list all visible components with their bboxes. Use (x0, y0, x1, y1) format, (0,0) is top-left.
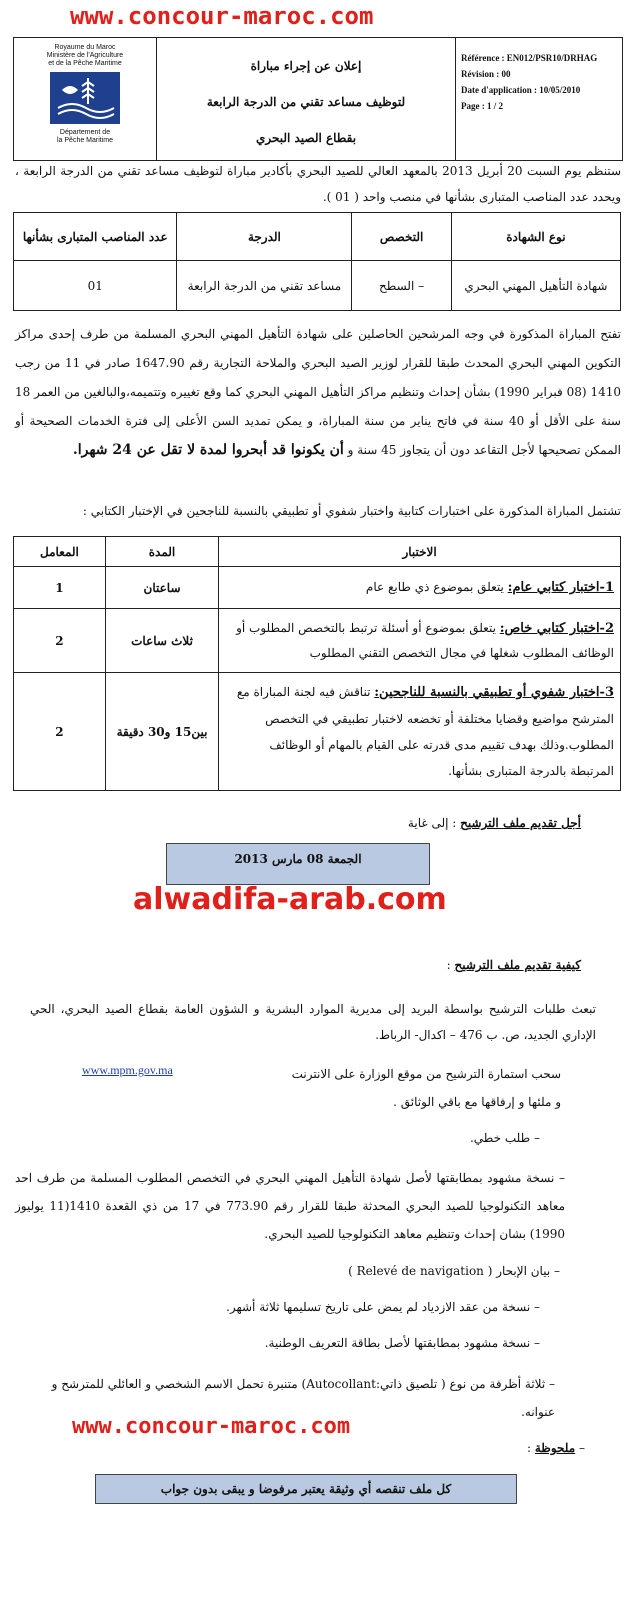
header-duration: المدة (105, 537, 218, 567)
note-heading (15, 1437, 585, 1459)
deadline-line (15, 812, 581, 834)
cell-posts-count: 01 (14, 261, 177, 311)
deadline-label: أجل تقديم ملف الترشيح (460, 816, 581, 830)
exam-coef: 2 (14, 609, 106, 673)
exam-duration: بين15 و30 دقيقة (105, 673, 218, 791)
note-suffix: : (526, 1441, 535, 1455)
header-certificate: نوع الشهادة (451, 213, 620, 261)
note-label: ملحوظة (534, 1441, 576, 1455)
note-prefix: – (575, 1441, 585, 1455)
page-number: Page : 1 / 2 (461, 101, 503, 111)
title-line-2: لتوظيف مساعد تقني من الدرجة الرابعة (206, 95, 406, 109)
note-box: كل ملف تنقصه أي وثيقة يعتبر مرفوضا و يبقى بدون جواب (95, 1474, 517, 1504)
title-line-1: إعلان عن إجراء مباراة (250, 59, 362, 73)
table-row (14, 261, 621, 311)
header-coefficient: المعامل (14, 537, 106, 567)
watermark-bottom: www.concour-maroc.com (72, 1414, 351, 1439)
list-item: – نسخة مشهود بمطابقتها لأصل شهادة التأهيل المهني البحري في التخصص المطلوب المسلمة من طرف احد معاهد التكنولوجيا للصيد البحري المحدثة طبقا للقرار رقم 773.90 في 17 من ذي القعدة 1410(11 يوليوز 1990) بشان إحداث وتنظيم معاهد التكنولوجيا للصيد البحري. (15, 1171, 566, 1241)
table-row (14, 567, 621, 609)
date-application: Date d'application : 10/05/2010 (461, 85, 581, 95)
title-line-3: بقطاع الصيد البحري (255, 131, 357, 145)
posts-table-header (14, 213, 621, 261)
ministry-website-link[interactable]: www.mpm.gov.ma (82, 1063, 173, 1077)
table-row (14, 609, 621, 673)
exam-title: 1-اختبار كتابي عام: (507, 580, 614, 595)
header-specialty: التخصص (352, 213, 451, 261)
exam-desc-cell (219, 673, 621, 791)
header-grade: الدرجة (177, 213, 352, 261)
exams-intro: تشتمل المباراة المذكورة على اختبارات كتابية واختبار شفوي أو تطبيقي بالنسبة للناجحين في الإختبار الكتابي : (82, 504, 621, 518)
exam-coef: 1 (14, 567, 106, 609)
list-item: – نسخة من عقد الازدياد لم يمض على تاريخ تسليمها ثلاثة أشهر. (226, 1300, 540, 1314)
logo-line-1: Royaume du Maroc (54, 44, 116, 51)
header-exam: الاختبار (219, 537, 621, 567)
howto-label: كيفية تقديم ملف الترشيح (454, 958, 581, 972)
exams-table (13, 536, 621, 791)
exam-title: 3-اختبار شفوي أو تطبيقي بالنسبة للناجحين: (374, 685, 614, 700)
eligibility-bold: أن يكونوا قد أبحروا لمدة لا تقل عن 24 شهرا. (72, 442, 344, 458)
exam-coef: 2 (14, 673, 106, 791)
intro-paragraph: ستنظم يوم السبت 20 أبريل 2013 بالمعهد العالي للصيد البحري بأكادير مباراة لتوظيف مساعد تقني من الدرجة الرابعة ، ويحدد عدد المناصب المتبارى بشأنها في منصب واحد ( 01 ). (15, 164, 622, 204)
howto-address: تبعث طلبات الترشيح بواسطة البريد إلى مديرية الموارد البشرية و الشؤون العامة بقطاع الصيد البحري، الحي الإداري الجديد، ص. ب 476 – اكدال- الرباط. (30, 1002, 596, 1042)
revision: Révision : 00 (461, 69, 511, 79)
document-header (13, 37, 623, 161)
list-item: – نسخة مشهود بمطابقتها لأصل بطاقة التعريف الوطنية. (264, 1336, 540, 1350)
list-item: – طلب خطي. (469, 1131, 540, 1145)
eligibility-paragraph (15, 320, 621, 465)
exam-duration: ساعتان (105, 567, 218, 609)
exam-desc-cell (219, 609, 621, 673)
logo-dept-2: la Pêche Maritime (56, 137, 114, 144)
howto-heading (15, 954, 581, 976)
header-posts-count: عدد المناصب المتبارى بشأنها (14, 213, 177, 261)
logo-line-2: Ministère de l'Agriculture (46, 52, 124, 59)
exam-desc: تناقش فيه لجنة المباراة مع المترشح مواضيع وقضايا مختلفة أو تخضعه لاختبار تطبيقي في التخصص المطلوب.وذلك بهدف تقييم مدى قدرته على القيام بالمهام أو الوظائف المرتبطة بالدرجة المتبارى بشأنها. (236, 685, 614, 778)
watermark-top: www.concour-maroc.com (70, 2, 374, 30)
logo-line-3: et de la Pêche Maritime (48, 60, 122, 67)
exam-desc: يتعلق بموضوع ذي طابع عام (365, 580, 508, 594)
cell-certificate: شهادة التأهيل المهني البحري (451, 261, 620, 311)
download-form-text: سحب استمارة الترشيح من موقع الوزارة على الانترنت (291, 1067, 561, 1081)
exam-duration: ثلاث ساعات (105, 609, 218, 673)
deadline-date-box: الجمعة 08 مارس 2013 (166, 843, 430, 885)
watermark-middle: alwadifa-arab.com (133, 882, 447, 917)
reference-block (461, 50, 621, 114)
logo-dept-1: Département de (59, 129, 111, 136)
eligibility-text: تفتح المباراة المذكورة في وجه المرشحين الحاصلين على شهادة التأهيل المهني البحري المسلمة من طرف إحدى مراكز التكوين المهني البحري المحدث طبقا للقرار لوزير الصيد البحري والملاحة التجارية رقم 1647.90 صادر في 11 من رجب 1410 (08 فبراير 1990) بشأن إحداث وتنظيم مراكز التأهيل المهني البحري كما وقع تغييره وتتميمه،والبالغين من العمر 18 سنة على الأقل أو 40 سنة في فاتح يناير من سنة المباراة، و يمكن تمديد السن الأعلى إلى فترة الخدمات الصحيحة أو الممكن تصحيحها لأجل التقاعد دون أن يتجاوز 45 سنة و (15, 327, 622, 457)
list-item: – ثلاثة أظرفة من نوع ( تلصيق ذاتي:Autocollant) متنبرة تحمل الاسم الشخصي و العائلي للمترشح و عنوانه. (51, 1377, 555, 1419)
howto-suffix: : (446, 958, 455, 972)
posts-table (13, 212, 621, 311)
exam-desc: يتعلق بموضوع أو أسئلة ترتبط بالتخصص المطلوب أو الوظائف المطلوب شغلها في مجال التخصص التقني المطلوب (236, 621, 614, 660)
list-item: – بيان الإبحار ( Relevé de navigation ) (348, 1264, 560, 1278)
exams-table-header (14, 537, 621, 567)
exam-desc-cell (219, 567, 621, 609)
cell-grade: مساعد تقني من الدرجة الرابعة (177, 261, 352, 311)
table-row (14, 673, 621, 791)
fill-form-text: و ملئها و إرفاقها مع باقي الوثائق . (393, 1095, 561, 1109)
deadline-suffix: : إلى غاية (407, 816, 461, 830)
announcement-title (164, 48, 448, 156)
reference: Référence : EN012/PSR10/DRHAG (461, 53, 598, 63)
cell-specialty: – السطح (352, 261, 451, 311)
exam-title: 2-اختبار كتابي خاص: (499, 621, 614, 636)
